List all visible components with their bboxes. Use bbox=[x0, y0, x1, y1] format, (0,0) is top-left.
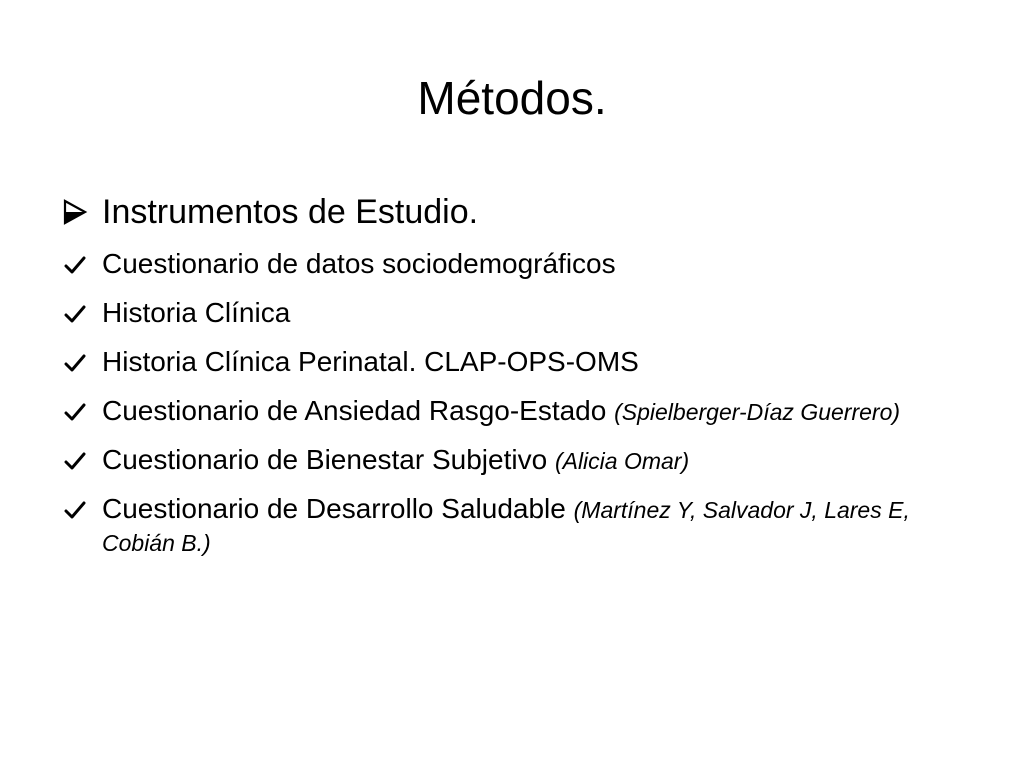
checkmark-icon bbox=[64, 352, 86, 374]
list-item-text: Historia Clínica bbox=[102, 297, 291, 328]
list-item-text: Cuestionario de Desarrollo Saludable bbox=[102, 493, 574, 524]
checkmark-icon bbox=[64, 254, 86, 276]
list-item-note: (Martínez Y, Salvador J, Lares E, Cobián B.) bbox=[102, 497, 910, 556]
list-item-note: (Spielberger-Díaz Guerrero) bbox=[614, 399, 901, 425]
list-item-text: Cuestionario de Bienestar Subjetivo bbox=[102, 444, 555, 475]
checkmark-icon bbox=[64, 450, 86, 472]
list-item bbox=[62, 297, 962, 330]
list-item-text: Cuestionario de Ansiedad Rasgo-Estado bbox=[102, 395, 615, 426]
list-item-text: Cuestionario de datos sociodemográficos bbox=[102, 248, 616, 279]
slide-content bbox=[62, 190, 962, 559]
list-item-text: Historia Clínica Perinatal. CLAP-OPS-OMS bbox=[102, 346, 639, 377]
checkmark-icon bbox=[64, 401, 86, 423]
checkmark-icon bbox=[64, 499, 86, 521]
list-item bbox=[62, 493, 962, 559]
list-item bbox=[62, 346, 962, 379]
checkmark-icon bbox=[64, 303, 86, 325]
slide-title: Métodos. bbox=[417, 72, 607, 124]
list-item bbox=[62, 248, 962, 281]
list-item bbox=[62, 444, 962, 477]
list-item-note: (Alicia Omar) bbox=[554, 448, 690, 474]
section-heading-text: Instrumentos de Estudio. bbox=[102, 193, 479, 231]
list-item bbox=[62, 395, 962, 428]
section-heading bbox=[62, 190, 962, 236]
arrow-bullet-icon bbox=[62, 199, 88, 225]
